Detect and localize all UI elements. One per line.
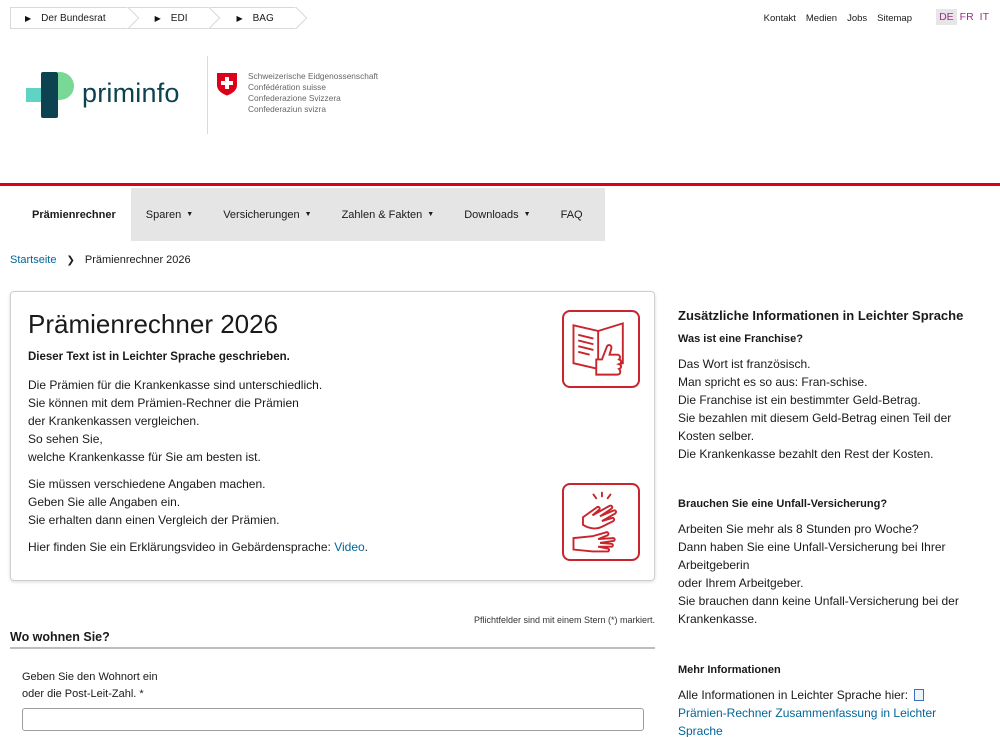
text-line: So sehen Sie, — [28, 432, 103, 446]
confed-line: Confederazione Svizzera — [248, 93, 341, 103]
language-de[interactable]: DE — [936, 9, 957, 25]
language-it[interactable]: IT — [979, 11, 989, 23]
text-line: Alle Informationen in Leichter Sprache hier: — [678, 688, 912, 702]
sidebar-heading-franchise: Was ist eine Franchise? — [678, 333, 803, 345]
caret-down-icon: ▼ — [186, 211, 194, 218]
nav-label: Versicherungen — [223, 208, 300, 221]
location-input[interactable] — [22, 708, 644, 731]
text-line: Man spricht es so aus: Fran-schise. — [678, 375, 868, 389]
text-line: oder Ihrem Arbeitgeber. — [678, 576, 804, 590]
triangle-right-icon: ▶ — [154, 13, 161, 23]
nav-label: Zahlen & Fakten — [341, 208, 423, 221]
triangle-right-icon: ▶ — [236, 13, 243, 23]
meta-link-medien[interactable]: Medien — [805, 13, 838, 24]
priminfo-logo-icon[interactable] — [26, 72, 74, 118]
header-divider — [207, 56, 208, 134]
sidebar-heading-accident: Brauchen Sie eine Unfall-Versicherung? — [678, 498, 888, 510]
triangle-right-icon: ▶ — [25, 13, 32, 23]
nav-zahlen-fakten[interactable] — [327, 188, 450, 241]
federal-crumb-bag[interactable] — [209, 7, 295, 29]
text-line: Arbeiten Sie mehr als 8 Stunden pro Woche? — [678, 522, 919, 536]
easy-language-icon — [562, 310, 640, 388]
language-fr[interactable]: FR — [959, 11, 974, 23]
confed-line: Schweizerische Eidgenossenschaft — [248, 71, 379, 81]
confederation-names — [248, 71, 378, 115]
nav-praemienrechner[interactable] — [16, 188, 131, 241]
location-field-label — [22, 669, 158, 703]
text-line: Das Wort ist französisch. — [678, 357, 811, 371]
nav-label: Sparen — [145, 208, 182, 221]
nav-label: Downloads — [464, 208, 519, 221]
crumb-label: BAG — [252, 12, 274, 24]
top-bar — [0, 0, 1000, 40]
mandatory-note: Pflichtfelder sind mit einem Stern (*) markiert. — [473, 615, 655, 625]
federal-crumb-bundesrat[interactable] — [10, 7, 128, 29]
caret-down-icon: ▼ — [523, 211, 531, 218]
sidebar-title: Zusätzliche Informationen in Leichter Sprache — [678, 308, 964, 323]
label-line: oder die Post-Leit-Zahl. * — [22, 688, 144, 700]
text-line: Die Franchise ist ein bestimmter Geld-Betrag. — [678, 393, 921, 407]
summary-pdf-link[interactable]: Prämien-Rechner Zusammenfassung in Leichter Sprache — [678, 706, 937, 737]
nav-sparen[interactable] — [131, 188, 208, 241]
breadcrumb-home-link[interactable]: Startseite — [10, 254, 57, 266]
text-end: . — [364, 540, 369, 554]
nav-label: Prämienrechner — [32, 208, 116, 221]
pdf-file-icon — [914, 689, 924, 701]
meta-nav — [764, 13, 912, 24]
sidebar-paragraph-franchise — [678, 355, 951, 463]
sidebar-paragraph-accident — [678, 520, 978, 628]
confed-line: Confédération suisse — [248, 82, 326, 92]
label-line: Geben Sie den Wohnort ein — [22, 671, 158, 683]
meta-link-sitemap[interactable]: Sitemap — [877, 13, 912, 24]
crumb-label: EDI — [170, 12, 188, 24]
text-line: Hier finden Sie ein Erklärungsvideo in Gebärdensprache: — [28, 540, 335, 554]
meta-link-kontakt[interactable]: Kontakt — [763, 13, 796, 24]
sign-language-icon — [562, 483, 640, 561]
main-nav — [16, 188, 605, 241]
text-line: Die Krankenkasse bezahlt den Rest der Kosten. — [678, 447, 934, 461]
page-title: Prämienrechner 2026 — [28, 309, 279, 339]
text-line: Sie erhalten dann einen Vergleich der Prämien. — [28, 513, 280, 527]
book-thumbs-up-icon — [564, 312, 638, 386]
text-line: Krankenkasse. — [678, 612, 758, 626]
caret-down-icon: ▼ — [427, 211, 435, 218]
form-section-title: Wo wohnen Sie? — [10, 630, 110, 644]
chevron-right-icon: ❯ — [66, 254, 75, 266]
federal-crumb-edi[interactable] — [128, 7, 210, 29]
sidebar-heading-more-info: Mehr Informationen — [678, 664, 781, 676]
text-line: der Krankenkassen vergleichen. — [28, 414, 200, 428]
caret-down-icon: ▼ — [304, 211, 312, 218]
language-switcher — [936, 9, 992, 25]
intro-box — [10, 291, 655, 581]
nav-versicherungen[interactable] — [208, 188, 326, 241]
text-line: Sie brauchen dann keine Unfall-Versicherung bei der — [678, 594, 959, 608]
meta-link-jobs[interactable]: Jobs — [847, 13, 868, 24]
text-line: Sie können mit dem Prämien-Rechner die Prämien — [28, 396, 299, 410]
intro-paragraph-1 — [28, 376, 322, 466]
nav-label: FAQ — [560, 208, 583, 221]
header-red-line — [0, 183, 1000, 186]
form-section-divider — [10, 647, 655, 649]
text-line: Geben Sie alle Angaben ein. — [28, 495, 181, 509]
nav-downloads[interactable] — [449, 188, 545, 241]
text-line: Die Prämien für die Krankenkasse sind unterschiedlich. — [28, 378, 323, 392]
text-line: Dann haben Sie eine Unfall-Versicherung bei Ihrer — [678, 540, 946, 554]
video-paragraph — [28, 538, 368, 556]
swiss-shield-icon — [216, 72, 238, 96]
confed-line: Confederaziun svizra — [248, 104, 326, 114]
text-line: Sie müssen verschiedene Angaben machen. — [28, 477, 266, 491]
video-link[interactable]: Video — [334, 540, 365, 554]
text-line: Sie bezahlen mit diesem Geld-Betrag einen Teil der — [678, 411, 952, 425]
easy-language-note: Dieser Text ist in Leichter Sprache geschrieben. — [28, 351, 290, 363]
breadcrumb-current: Prämienrechner 2026 — [84, 254, 191, 266]
breadcrumb — [10, 254, 191, 266]
text-line: Kosten selber. — [678, 429, 755, 443]
text-line: welche Krankenkasse für Sie am besten ist. — [28, 450, 261, 464]
nav-faq[interactable] — [546, 188, 598, 241]
text-line: Arbeitgeberin — [678, 558, 750, 572]
sidebar-paragraph-more-info — [678, 686, 978, 737]
priminfo-logo-text[interactable]: priminfo — [82, 78, 180, 108]
crumb-label: Der Bundesrat — [41, 12, 106, 24]
intro-paragraph-2 — [28, 475, 280, 529]
federal-breadcrumb — [10, 7, 296, 29]
signing-hands-icon — [564, 485, 638, 559]
